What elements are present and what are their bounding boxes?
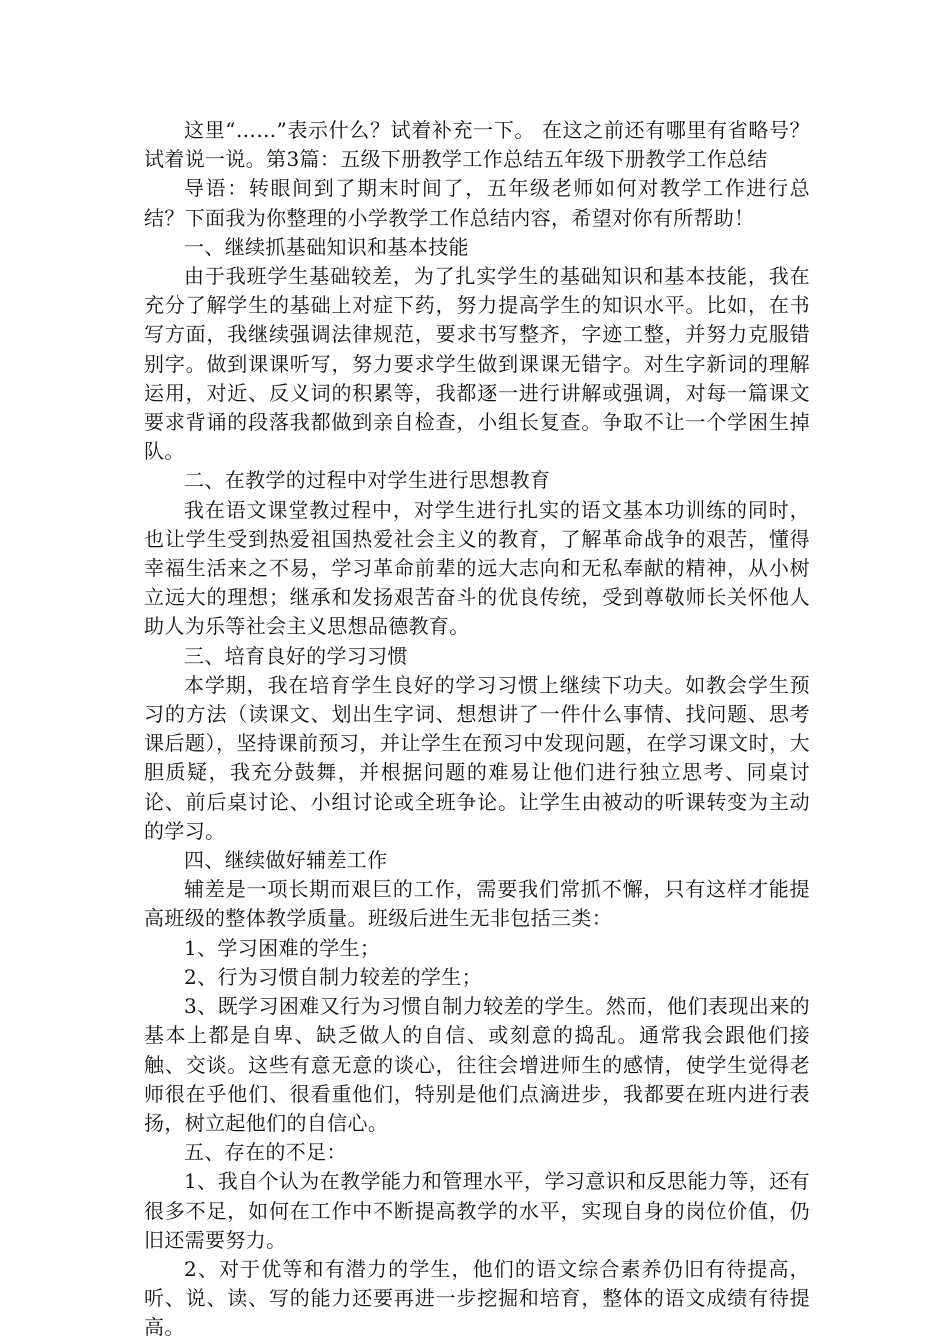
section-1-paragraph: 由于我班学生基础较差，为了扎实学生的基础知识和基本技能，我在充分了解学生的基础上对症下药，努力提高学生的知识水平。比如，在书写方面，我继续强调法律规范，要求书写整齐，字迹工整，并努力克服错别字。做到课课听写，努力要求学生做到课课无错字。对生字新词的理解运用，对近、反义词的积累等，我都逐一进行讲解或强调，对每一篇课文要求背诵的段落我都做到亲自检查，小组长复查。争取不让一个学困生掉队。	[144, 264, 810, 464]
section-heading-4: 四、继续做好辅差工作	[184, 848, 388, 873]
section-4-paragraph: 辅差是一项长期而艰巨的工作，需要我们常抓不懈，只有这样才能提高班级的整体教学质量。班级后进生无非包括三类：	[144, 877, 810, 931]
section-heading-5: 五、存在的不足：	[184, 1140, 347, 1165]
section-2-paragraph: 我在语文课堂教过程中，对学生进行扎实的语文基本功训练的同时，也让学生受到热爱祖国热爱社会主义的教育，了解革命战争的艰苦，懂得幸福生活来之不易，学习革命前辈的远大志向和无私奉献的精神，从小树立远大的理想；继承和发扬艰苦奋斗的优良传统，受到尊敬师长关怀他人助人为乐等社会主义思想品德教育。	[144, 497, 810, 639]
lead-paragraph: 导语：转眼间到了期末时间了，五年级老师如何对教学工作进行总结？下面我为你整理的小学教学工作总结内容，希望对你有所帮助！	[144, 176, 810, 230]
intro-paragraph: 这里“……”表示什么？试着补充一下。 在这之前还有哪里有省略号？试着说一说。第3篇：五级下册教学工作总结五年级下册教学工作总结	[144, 118, 810, 172]
list-item-2: 2、行为习惯自制力较差的学生；	[184, 964, 482, 989]
shortcoming-item-2: 2、对于优等和有潜力的学生，他们的语文综合素养仍旧有待提高，听、说、读、写的能力还要再进一步挖掘和培育，整体的语文成绩有待提高。	[144, 1256, 810, 1340]
list-item-1: 1、学习困难的学生；	[184, 935, 381, 960]
list-item-3: 3、既学习困难又行为习惯自制力较差的学生。然而，他们表现出来的基本上都是自卑、缺乏做人的自信、或刻意的捣乱。通常我会跟他们接触、交谈。这些有意无意的谈心，往往会增进师生的感情，使学生觉得老师很在乎他们、很看重他们，特别是他们点滴进步，我都要在班内进行表扬，树立起他们的自信心。	[144, 994, 810, 1135]
section-heading-3: 三、培育良好的学习习惯	[184, 643, 408, 668]
shortcoming-item-1: 1、我自个认为在教学能力和管理水平，学习意识和反思能力等，还有很多不足，如何在工作中不断提高教学的水平，实现自身的岗位价值，仍旧还需要努力。	[144, 1169, 810, 1252]
document-page	[144, 116, 810, 1343]
section-heading-2: 二、在教学的过程中对学生进行思想教育	[184, 468, 551, 493]
section-3-paragraph: 本学期，我在培育学生良好的学习习惯上继续下功夫。如教会学生预习的方法（读课文、划出生字词、想想讲了一件什么事情、找问题、思考课后题），坚持课前预习，并让学生在预习中发现问题，在学习课文时，大胆质疑，我充分鼓舞，并根据问题的难易让他们进行独立思考、同桌讨论、前后桌讨论、小组讨论或全班争论。让学生由被动的听课转变为主动的学习。	[144, 672, 810, 843]
section-heading-1: 一、继续抓基础知识和基本技能	[184, 234, 469, 259]
